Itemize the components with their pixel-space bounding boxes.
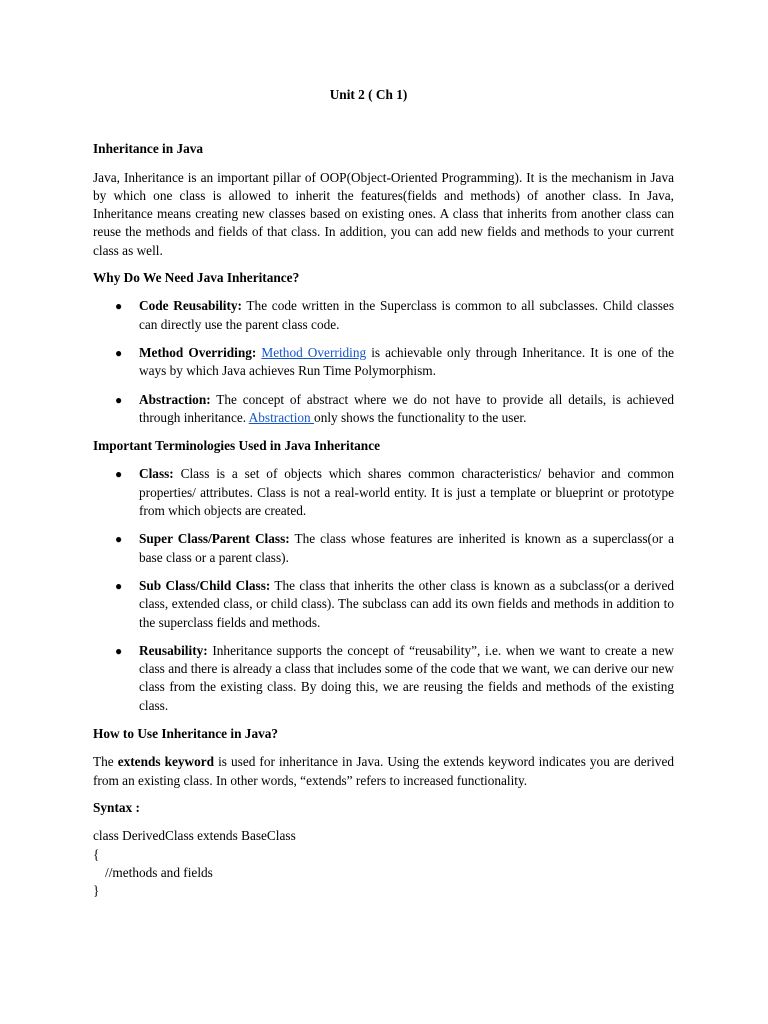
definition-text: The class that inherits the other class is known as a subclass(or a derived class, extended class, or child class). The subclass can add its own fields and methods in addition to the superclass fields and methods. [139,577,674,630]
bullet-icon: ● [115,345,123,360]
code-line: { [93,846,100,862]
intro-paragraph: Java, Inheritance is an important pillar of OOP(Object-Oriented Programming). It is the mechanism in Java by which one class is allowed to inherit the features(fields and methods) of another class. In Java, Inheritance means creating new classes based on existing ones. A class that inherits from another class can reuse the methods and fields of that class. In addition, you can add new fields and methods to your current class as well. [93,169,674,258]
code-line: } [93,883,100,899]
bullet-icon: ● [115,532,123,547]
definition-text: Class is a set of objects which shares common characteristics/ behavior and common properties/ attributes. Class is not a real-world entity. It is just a template or blueprint or prototype from which objects are created. [139,466,674,519]
definition-text: Inheritance supports the concept of “reusability”, i.e. when we want to create a new class and there is already a class that includes some of the code that we want, we can derive our new class from the existing class. By doing this, we are reusing the fields and methods of the existing class. [139,642,674,713]
code-line: //methods and fields [105,864,213,880]
page-title: Unit 2 ( Ch 1) [329,87,408,102]
list-item [93,391,674,428]
list-item [93,577,674,632]
extends-paragraph [93,753,674,790]
syntax-code-block [93,827,674,900]
definition-text: The concept of abstract where we do not have to provide all details, is achieved through inheritance. [139,391,674,425]
heading-terminologies: Important Terminologies Used in Java Inheritance [93,438,380,454]
list-item [93,297,674,334]
heading-syntax: Syntax : [93,799,140,815]
bullet-icon: ● [115,578,123,593]
definition-text: only shows the functionality to the user. [314,409,527,425]
definition-text: is achievable only through Inheritance. It is one of the ways by which Java achieves Run Time Polymorphism. [139,344,674,379]
extends-keyword: extends keyword [117,754,215,770]
para-text: The [93,754,118,770]
heading-how-to-use: How to Use Inheritance in Java? [93,726,279,742]
bullet-icon: ● [115,299,123,314]
term-sub-class: Sub Class/Child Class: [139,577,271,593]
term-method-overriding: Method Overriding: [139,344,257,360]
list-item [93,530,674,567]
list-item [93,465,674,520]
abstraction-link[interactable]: Abstraction [248,409,315,425]
term-class: Class: [139,466,174,482]
para-text: is used for inheritance in Java. Using the extends keyword indicates you are derived from an existing class. In other words, “extends” refers to increased functionality. [93,754,675,788]
term-abstraction: Abstraction: [139,391,211,407]
code-line: class DerivedClass extends BaseClass [93,828,296,844]
term-code-reusability: Code Reusability: [139,298,242,314]
list-item [93,642,674,715]
heading-inheritance-in-java: Inheritance in Java [93,141,204,157]
bullet-icon: ● [115,643,123,658]
why-list [93,297,674,427]
bullet-icon: ● [115,467,123,482]
method-overriding-link[interactable]: Method Overriding [261,344,367,360]
definition-text: The class whose features are inherited is known as a superclass(or a base class or a parent class). [139,531,674,565]
list-item [93,344,674,381]
terminology-list [93,465,674,715]
definition-text: The code written in the Superclass is common to all subclasses. Child classes can directly use the parent class code. [139,298,675,332]
bullet-icon: ● [115,392,123,407]
heading-why-inheritance: Why Do We Need Java Inheritance? [93,270,300,286]
term-super-class: Super Class/Parent Class: [139,531,290,547]
term-reusability: Reusability: [139,642,208,658]
